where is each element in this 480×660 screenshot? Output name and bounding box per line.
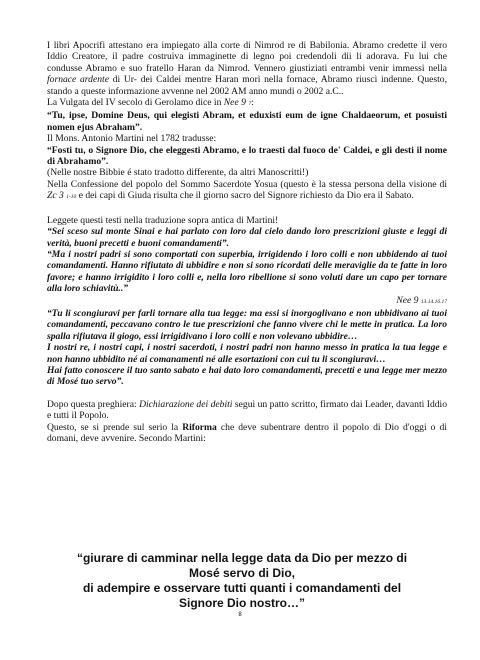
vulgata-intro: La Vulgata del IV secolo di Gerolamo dice in Nee 9 7: [47,97,254,109]
martini-intro: Il Mons. Antonio Martini nel 1782 tradusse: [47,133,217,145]
after-prayer-paragraph: Dopo questa preghiera: Dichiarazione dei debiti seguì un patto scritto, firmato dai Leader, davanti Iddio e tutti il Popolo. [47,398,447,422]
quote-sabato: Hai fatto conoscere il tuo santo sabato e hai dato loro comandamenti, precetti e una legge mer mezzo di Mosé tuo servo”. [47,364,447,388]
final-quote [52,551,432,611]
vulgata-ref: Nee 9 [223,97,246,109]
final-quote-line: di adempire e osservare tutti quanti i comandamenti del [82,581,402,595]
fornace-ardente: fornace ardente [47,74,109,86]
final-quote-line: Mosé servo di Dio, [188,566,296,580]
page-number: 8 [238,612,242,618]
quote-padri: “Ma i nostri padri si sono comportati con superbia, irrigidendo i loro colli e non ubbidendo ai tuoi comandamenti. Hanno rifiutato di ubbidire e non si sono ricordati delle meraviglie da te fatte in loro favore; e hanno irrigidito i loro colli e, nella loro ribellione si sono voluti dare un capo per tornare alla loro schiavitù..” [47,248,447,295]
nee-reference: Nee 9 13.14.16.17 [396,294,447,306]
martini-quote: “Fosti tu, o Signore Dio, che eleggesti Abramo, e lo traesti dal fuoco de' Caldei, e gli desti il nome di Abrahamo”. [47,144,447,168]
leggete-line: Leggete questi testi nella traduzione sopra antica di Martini! [47,214,279,226]
document-body [47,40,447,444]
intro-paragraph: I libri Apocrifi attestano era impiegato alla corte di Nimrod re di Babilonia. Abramo credette il vero Iddio Creatore, il padre costruiva immaginette di legno poi credendoli dii li adorava. Fu lui che condusse Abramo e suo fratello Haran da Nimrod. Vennero giustiziati entrambi venir immessi nella fornace ardente di Ur- dei Caldei mentre Haran morì nella fornace, Abramo riuscì indenne. Questo, stando a queste informazione avvenne nel 2002 AM anno mundi o 2002 a.C.. [47,40,448,97]
riforma-paragraph: Questo, se si prende sul serio la Riforma che deve subentrare dentro il popolo di Dio d'oggi o di domani, deve avvenire. Secondo Martini: [47,421,447,444]
confession-paragraph: Nella Confessione del popolo del Sommo Sacerdote Yosua (questo è la stessa persona della visione di Zc 3 1-10 e dei capi di Giuda risulta che il giorno sacro del Signore richiesto da Dio era il Sabato. [47,178,447,202]
final-quote-line: Signore Dio nostro…” [179,596,305,610]
manuscript-note: (Nelle nostre Bibbie é stato tradotto differente, da altri Manoscritti!) [47,167,309,179]
riforma-word: Riforma [182,421,217,433]
final-quote-line: “giurare di camminar nella legge data da Dio per mezzo di [76,551,408,565]
quote-scongiuravi: “Tu li scongiuravi per farli tornare alla tua legge: ma essi si inorgoglivano e non ubbidivano ai tuoi comandamenti, peccavano contro le tue prescrizioni che fanno vivere chi le mette in pratica. La loro spalla rifiutava il giogo, essi irrigidivano i loro colli e non volevano ubbidire… [47,307,447,342]
quote-nostri-re: I nostri re, i nostri capi, i nostri sacerdoti, i nostri padri non hanno messo in pratica la tua legge e non hanno ubbidito né ai comanamenti né alle esortazioni con cui tu li scongiuravi… [47,342,447,365]
zc-ref: Zc 3 [47,190,64,202]
latin-quote: “Tu, ipse, Domine Deus, qui elegisti Abram, et eduxisti eum de igne Chaldaeorum, et posuisti nomen ejus Abraham”. [47,110,447,133]
quote-sinai: “Sei sceso sul monte Sinai e hai parlato con loro dal cielo dando loro prescrizioni giuste e leggi di verità, buoni precetti e buoni comandamenti”. [47,226,447,249]
dichiarazione-debiti: Dichiarazione dei debiti [139,398,233,410]
